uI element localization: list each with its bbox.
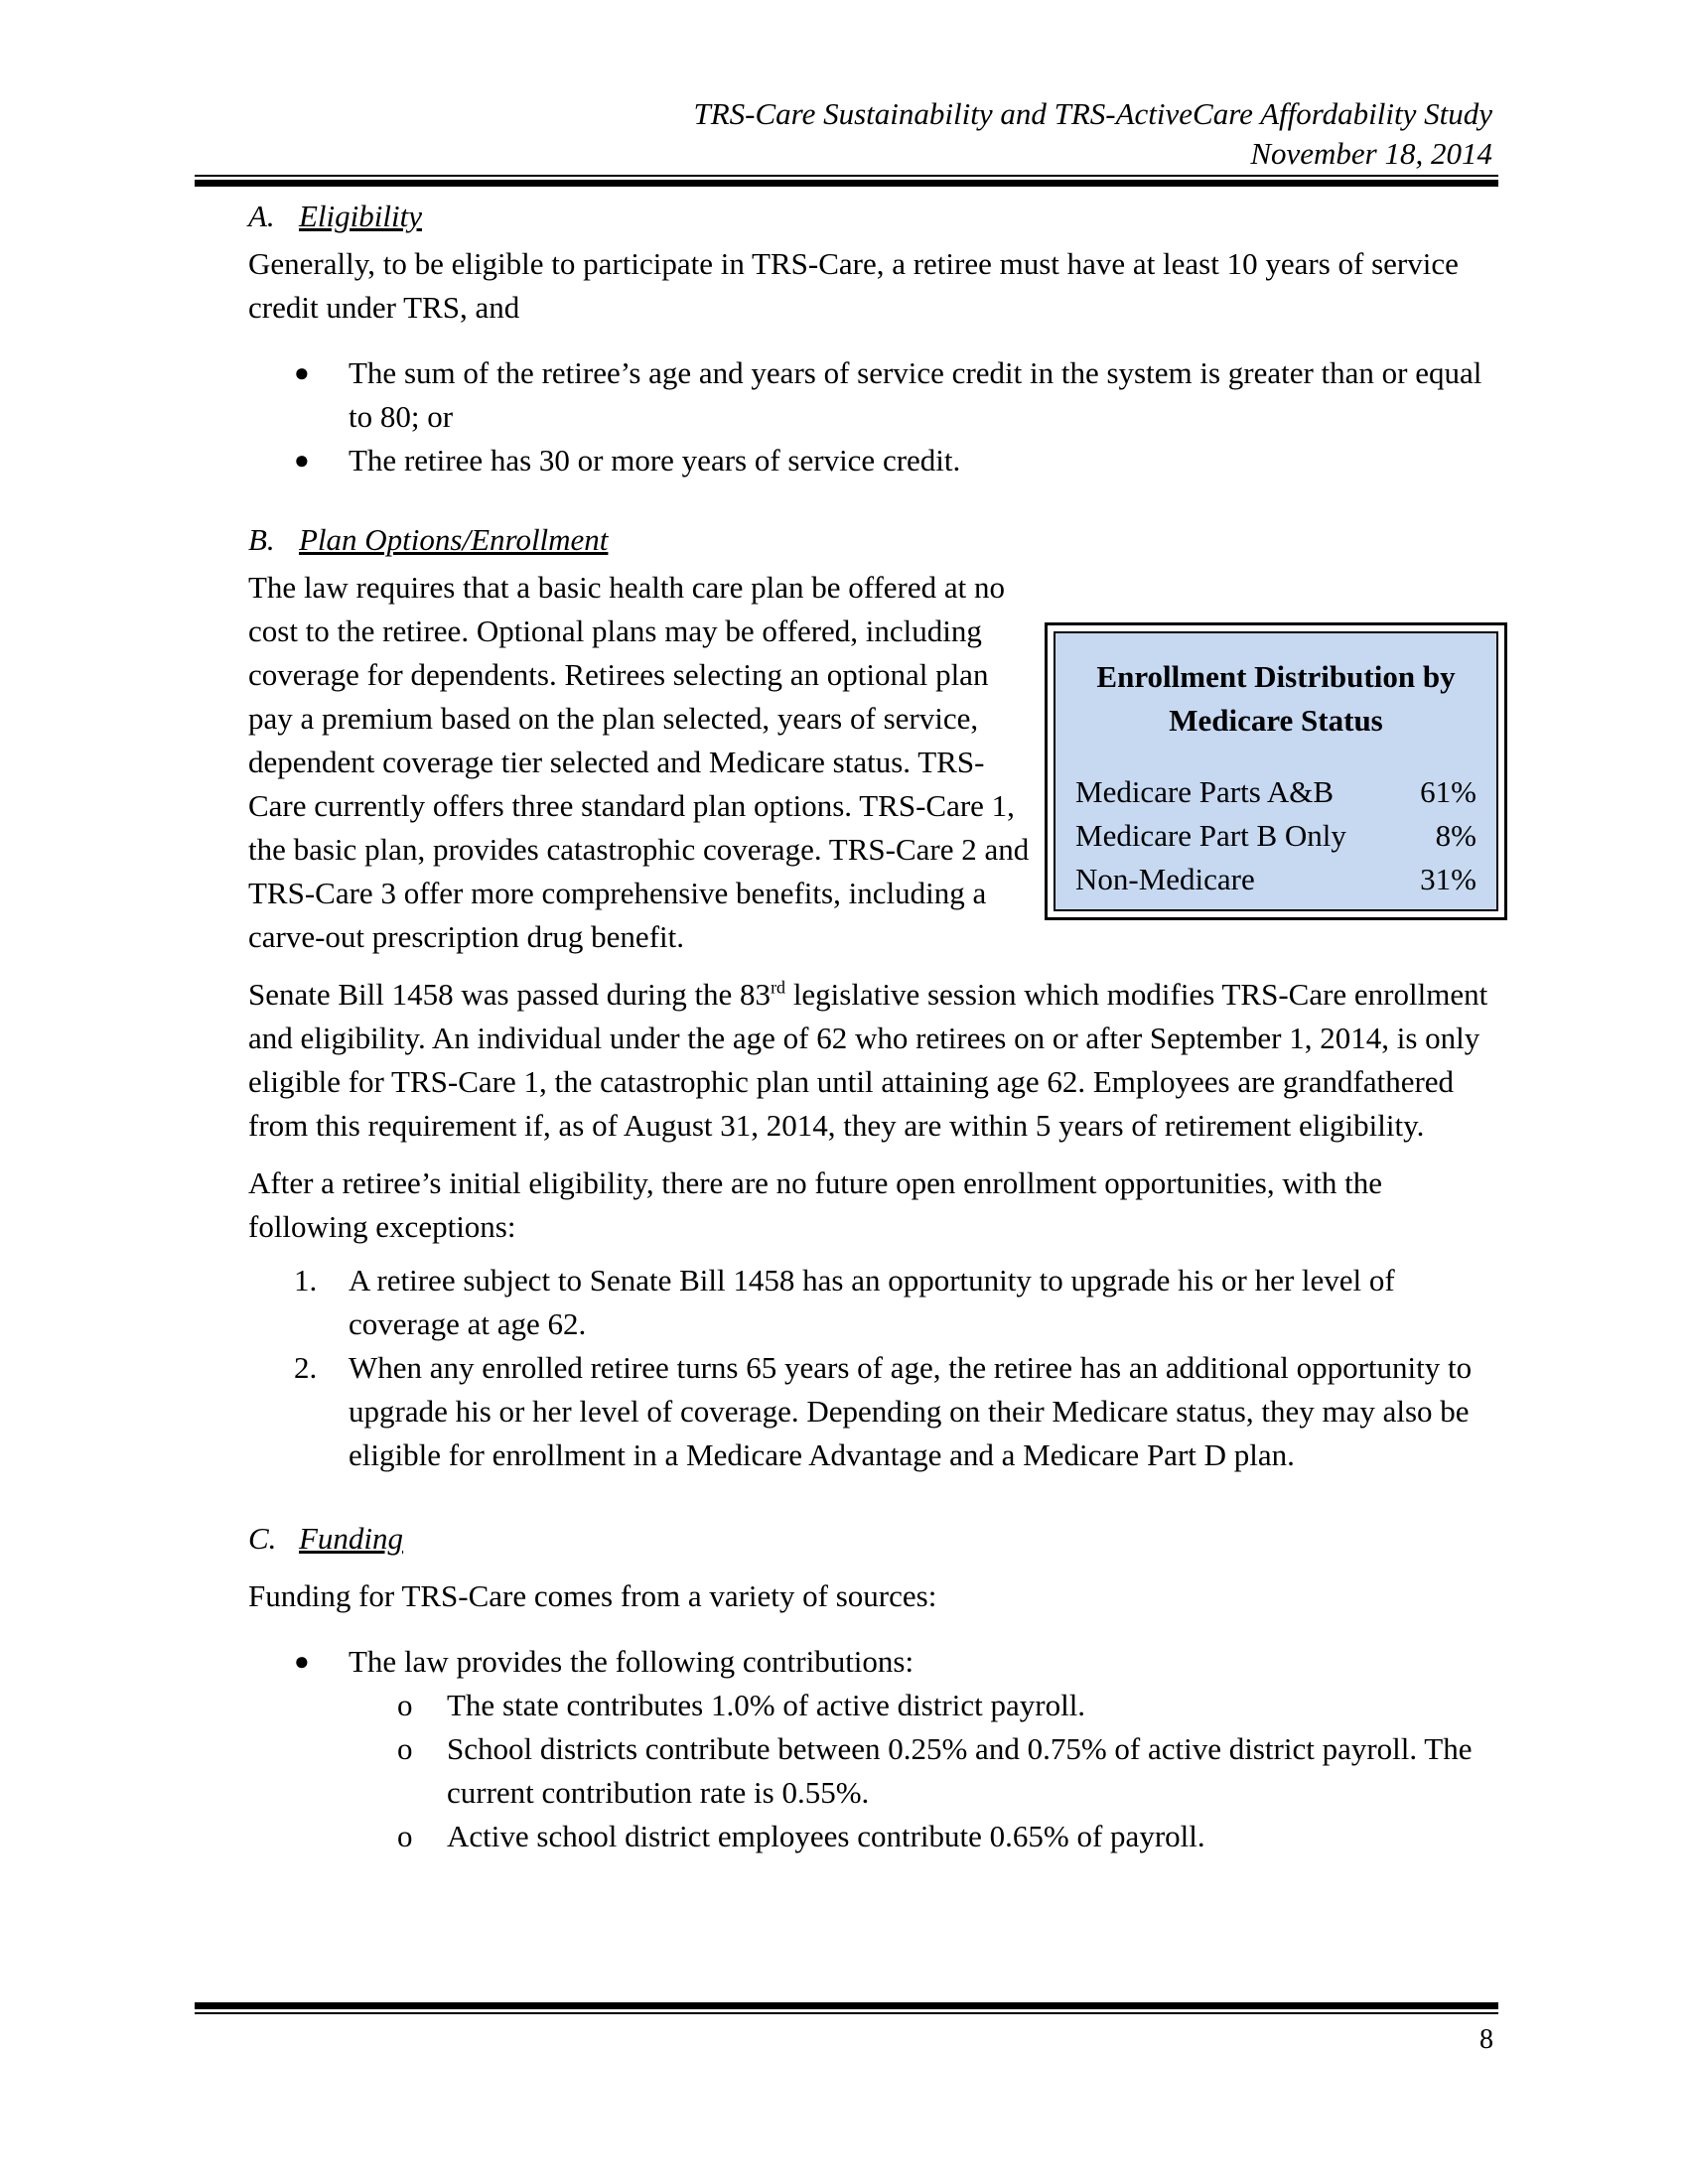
enrollment-box-inner [1054, 631, 1498, 911]
list-item: 1. A retiree subject to Senate Bill 1458 has an opportunity to upgrade his or her level of coverage at age 62. [294, 1263, 1395, 1341]
page-number: 8 [1479, 2024, 1493, 2055]
sub-bullet-icon: o [397, 1731, 413, 1766]
list-item: o The state contributes 1.0% of active district payroll. [248, 1684, 1499, 1727]
footer-rule [195, 2002, 1498, 2014]
funding-list [248, 1640, 1499, 1684]
contributions-list [248, 1684, 1499, 1858]
box-row: Medicare Parts A&B 61% [1075, 774, 1477, 809]
list-item: ● The sum of the retiree’s age and years of service credit in the system is greater than or equal to 80; or [248, 351, 1499, 439]
list-item: o Active school district employees contribute 0.65% of payroll. [248, 1815, 1499, 1858]
header-date: November 18, 2014 [1250, 136, 1492, 171]
box-row: Medicare Part B Only 8% [1075, 818, 1477, 853]
section-a-title: Eligibility [299, 199, 422, 233]
list-item: ● The retiree has 30 or more years of service credit. [248, 439, 1499, 482]
section-a-heading [248, 195, 1499, 238]
section-b-heading [248, 518, 1499, 562]
eligibility-list [248, 351, 1499, 482]
header-rule [195, 175, 1498, 187]
section-c-letter: C. [248, 1521, 277, 1556]
bullet-icon: ● [294, 446, 310, 475]
section-c-intro: Funding for TRS-Care comes from a variety of sources: [248, 1578, 937, 1613]
sub-bullet-icon: o [397, 1819, 413, 1853]
list-item: 2. When any enrolled retiree turns 65 years of age, the retiree has an additional opportunity to upgrade his or her level of coverage. Depending on their Medicare status, they may also be eligible for enrollment in a Medicare Advantage and a Medicare Part D plan. [294, 1350, 1473, 1472]
list-item: ● The law provides the following contributions: [248, 1640, 1499, 1684]
section-a-intro: Generally, to be eligible to participate in TRS-Care, a retiree must have at least 10 years of service credit under TRS, and [248, 246, 1459, 325]
enrollment-distribution-box [1045, 622, 1507, 920]
section-c-title: Funding [299, 1521, 404, 1556]
section-b-letter: B. [248, 522, 275, 557]
section-a-letter: A. [248, 199, 275, 233]
section-b-title: Plan Options/Enrollment [299, 522, 609, 557]
list-item: o School districts contribute between 0.25% and 0.75% of active district payroll. The current contribution rate is 0.55%. [248, 1727, 1499, 1815]
section-c-heading [248, 1517, 1499, 1561]
section-b-para3: After a retiree’s initial eligibility, there are no future open enrollment opportunities, with the following exceptions: [248, 1165, 1383, 1244]
bullet-icon: ● [294, 1647, 310, 1676]
section-b-para2: Senate Bill 1458 was passed during the 83rd legislative session which modifies TRS-Care enrollment and eligibility. An individual under the age of 62 who retirees on or after September 1, 2014, is only eligible for TRS-Care 1, the catastrophic plan until attaining age 62. Employees are grandfathered from this requirement if, as of August 31, 2014, they are within 5 years of retirement eligibility. [248, 977, 1488, 1143]
box-row: Non-Medicare 31% [1075, 862, 1477, 896]
page-header [694, 94, 1493, 174]
exceptions-list [248, 1259, 1499, 1477]
box-title: Enrollment Distribution by Medicare Status [1096, 659, 1456, 738]
page-body [248, 195, 1499, 1858]
bullet-icon: ● [294, 358, 310, 387]
sub-bullet-icon: o [397, 1688, 413, 1722]
section-b-para1: The law requires that a basic health care plan be offered at no cost to the retiree. Optional plans may be offered, including coverage for dependents. Retirees selecting an optional plan pay a premium based on the plan selected, years of service, dependent coverage tier selected and Medicare status. TRS-Care currently offers three standard plan options. TRS-Care 1, the basic plan, provides catastrophic coverage. TRS-Care 2 and TRS-Care 3 offer more comprehensive benefits, including a carve-out prescription drug benefit. [248, 566, 1499, 959]
header-title: TRS-Care Sustainability and TRS-ActiveCare Affordability Study [693, 96, 1492, 131]
